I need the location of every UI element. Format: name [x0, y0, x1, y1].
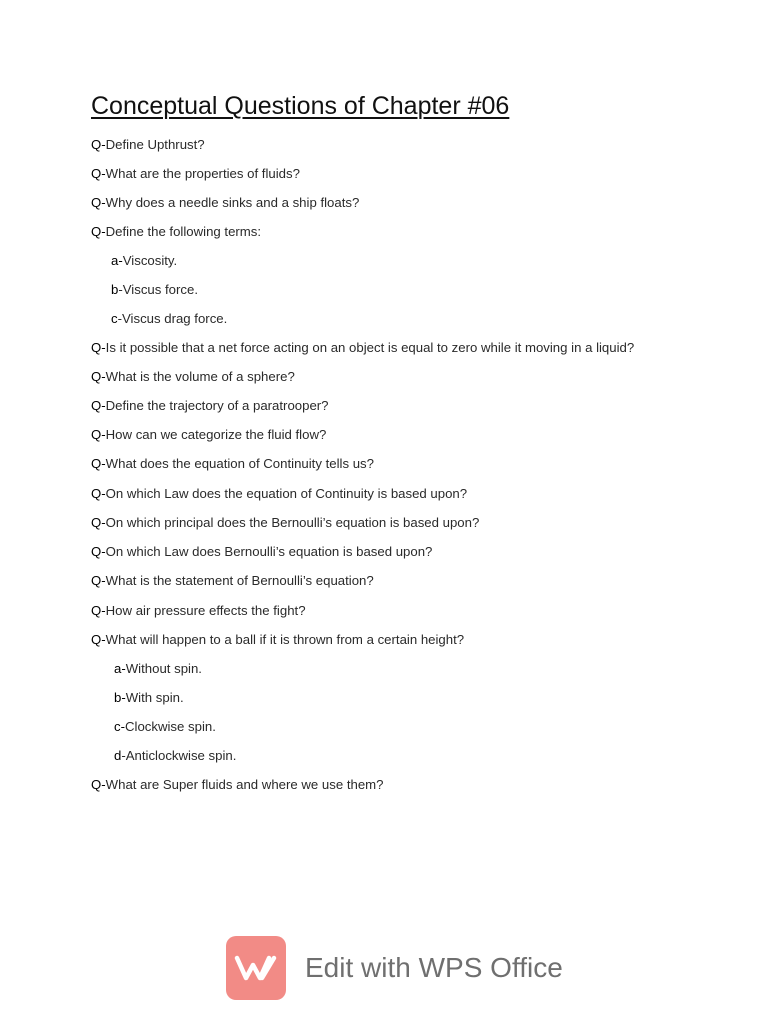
- list-item: [114, 654, 202, 683]
- list-item: [114, 683, 184, 712]
- item-text: What are the properties of fluids?: [105, 166, 300, 181]
- list-item: [91, 420, 326, 449]
- item-text: -Viscus drag force.: [117, 311, 228, 326]
- list-item: [91, 770, 383, 799]
- item-prefix: Q-: [91, 486, 106, 501]
- item-text: Define the trajectory of a paratrooper?: [105, 398, 329, 413]
- list-item: [91, 159, 300, 188]
- item-text: On which Law does the equation of Continuity is based upon?: [105, 486, 468, 501]
- list-item: [91, 217, 261, 246]
- list-item: [91, 566, 374, 595]
- item-text: What is the volume of a sphere?: [105, 369, 295, 384]
- list-item: [111, 304, 227, 333]
- wps-logo-icon: [226, 936, 286, 1000]
- list-item: [111, 275, 198, 304]
- item-text: With spin.: [125, 690, 184, 705]
- item-prefix: Q-: [91, 573, 106, 588]
- item-text: Without spin.: [125, 661, 202, 676]
- item-prefix: c: [111, 311, 118, 326]
- list-item: [91, 333, 634, 362]
- item-prefix: Q-: [91, 515, 106, 530]
- list-item: [91, 508, 479, 537]
- item-prefix: a-: [111, 253, 123, 268]
- item-prefix: a-: [114, 661, 126, 676]
- item-text: Define the following terms:: [105, 224, 262, 239]
- list-item: [91, 596, 306, 625]
- item-prefix: Q-: [91, 632, 106, 647]
- item-prefix: b-: [114, 690, 126, 705]
- item-text: What will happen to a ball if it is thrown from a certain height?: [105, 632, 465, 647]
- item-text: Clockwise spin.: [125, 719, 216, 734]
- item-prefix: Q-: [91, 369, 106, 384]
- item-prefix: Q-: [91, 777, 106, 792]
- list-item: [114, 712, 216, 741]
- item-prefix: Q-: [91, 603, 106, 618]
- list-item: [111, 246, 177, 275]
- item-text: Why does a needle sinks and a ship floats?: [105, 195, 360, 210]
- item-prefix: Q-: [91, 195, 106, 210]
- wps-watermark[interactable]: [226, 936, 563, 1000]
- item-text: Viscosity.: [122, 253, 178, 268]
- item-text: How air pressure effects the fight?: [105, 603, 306, 618]
- watermark-text: Edit with WPS Office: [305, 952, 563, 983]
- item-prefix: Q-: [91, 427, 106, 442]
- item-prefix: Q-: [91, 456, 106, 471]
- item-prefix: d: [114, 748, 122, 763]
- item-prefix: Q-: [91, 224, 106, 239]
- list-item: [91, 130, 205, 159]
- item-text: What does the equation of Continuity tells us?: [105, 456, 374, 471]
- item-prefix: Q-: [91, 398, 106, 413]
- list-item: [114, 741, 236, 770]
- item-text: Define Upthrust?: [105, 137, 205, 152]
- list-item: [91, 449, 374, 478]
- item-text: How can we categorize the fluid flow?: [105, 427, 327, 442]
- item-prefix: Q-: [91, 137, 106, 152]
- list-item: [91, 537, 432, 566]
- item-text: On which principal does the Bernoulli’s equation is based upon?: [105, 515, 480, 530]
- page-title: Conceptual Questions of Chapter #06: [91, 92, 510, 120]
- item-text: On which Law does Bernoulli’s equation is based upon?: [105, 544, 433, 559]
- item-text: -Anticlockwise spin.: [121, 748, 237, 763]
- item-prefix: Q-: [91, 340, 106, 355]
- list-item: [91, 188, 359, 217]
- list-item: [91, 625, 464, 654]
- item-text: What is the statement of Bernoulli’s equation?: [105, 573, 374, 588]
- item-prefix: c-: [114, 719, 125, 734]
- item-prefix: Q-: [91, 544, 106, 559]
- list-item: [91, 479, 467, 508]
- item-text: -Viscus force.: [118, 282, 198, 297]
- item-prefix: Q-: [91, 166, 106, 181]
- list-item: [91, 362, 295, 391]
- item-text: What are Super fluids and where we use them?: [105, 777, 384, 792]
- item-prefix: b: [111, 282, 119, 297]
- list-item: [91, 391, 329, 420]
- item-text: Is it possible that a net force acting on an object is equal to zero while it moving in a liquid?: [105, 340, 635, 355]
